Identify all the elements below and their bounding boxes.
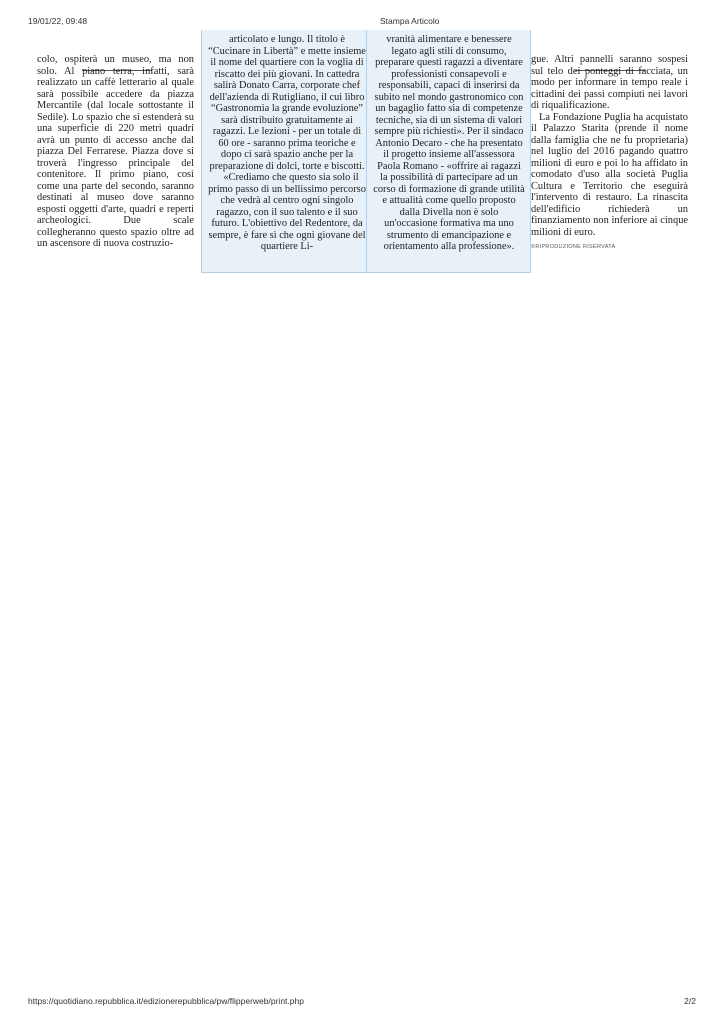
column-text: gue. Altri pannelli saranno sospesi sul telo dei ponteggi di facciata, un modo per informare in tempo reale i cittadini dei passi compiuti nei lavori di riqualificazione. bbox=[531, 54, 688, 111]
column-text: colo, ospiterà un museo, ma non solo. Al piano terra, infatti, sarà realizzato un caffè letterario al quale sarà possibile accedere da piazza Mercantile (dal locale sottostante il Sedile). Lo spazio che si estenderà su una superficie di 220 metri quadri avrà un punto di accesso anche dal piazza Del Ferrarese. Piazza dove si troverà l'ingresso principale del contenitore. Il primo piano, così come una parte del secondo, saranno destinati al museo dove saranno esposti oggetti d'arte, quadri e reperti archeologici. Due scale collegheranno questo spazio oltre ad un ascensore di nuova costruzio- bbox=[37, 54, 194, 249]
copyright-notice: ©RIPRODUZIONE RISERVATA bbox=[531, 244, 616, 250]
sidebar-column-3 bbox=[366, 30, 531, 273]
page-url: https://quotidiano.repubblica.it/edizionerepubblica/pw/flipperweb/print.php bbox=[28, 996, 304, 1006]
sidebar-column-2 bbox=[201, 30, 372, 273]
column-text: articolato e lungo. Il titolo è “Cucinare in Libertà” e mette insieme il nome del quartiere con la voglia di riscatto dei più giovani. In cattedra salirà Donato Carra, corporate chef dell'azienda di Rutigliano, il cui libro “Gastronomia la grande evoluzione” sarà distribuito gratuitamente ai ragazzi. Le lezioni - per un totale di 60 ore - saranno prima teoriche e dopo ci sarà spazio anche per la preparazione di dolci, torte e biscotti. bbox=[208, 34, 366, 172]
column-text: «Crediamo che questo sia solo il primo passo di un bellissimo percorso che vedrà al centro ogni singolo ragazzo, con il suo talento e il suo futuro. L'obiettivo del Redentore, da sempre, è fare sì che ogni giovane del quartiere Li- bbox=[208, 172, 366, 252]
column-text: La Fondazione Puglia ha acquistato il Palazzo Starita (prende il nome dalla famiglia che ne fu proprietaria) nel luglio del 2016 pagando quattro milioni di euro e poi lo ha affidato in comodato d'uso alla società Puglia Cultura e Territorio che eseguirà l'intervento di restauro. La rinascita dell'edificio richiederà un finanziamento non inferiore ai cinque milioni di euro. bbox=[531, 111, 688, 238]
print-title: Stampa Articolo bbox=[380, 16, 440, 26]
print-datetime: 19/01/22, 09:48 bbox=[28, 16, 88, 26]
article-body bbox=[0, 30, 724, 280]
column-text: vranità alimentare e benessere legato agli stili di consumo, preparare questi ragazzi a diventare professionisti consapevoli e responsabili, capaci di inserirsi da subito nel mondo gastronomico con un bagaglio fatto sia di competenze tecniche, sia di un sistema di valori sempre più richiesti». Per il sindaco Antonio Decaro - che ha presentato il progetto insieme all'assessora Paola Romano - «offrire ai ragazzi la possibilità di partecipare ad un corso di formazione di grande utilità e attualità come quello proposto dalla Divella non è solo un'occasione formativa ma uno strumento di emancipazione e orientamento alla professione». bbox=[373, 34, 525, 252]
article-column-1 bbox=[37, 30, 194, 250]
page-number: 2/2 bbox=[684, 996, 696, 1006]
article-column-4 bbox=[531, 30, 688, 254]
